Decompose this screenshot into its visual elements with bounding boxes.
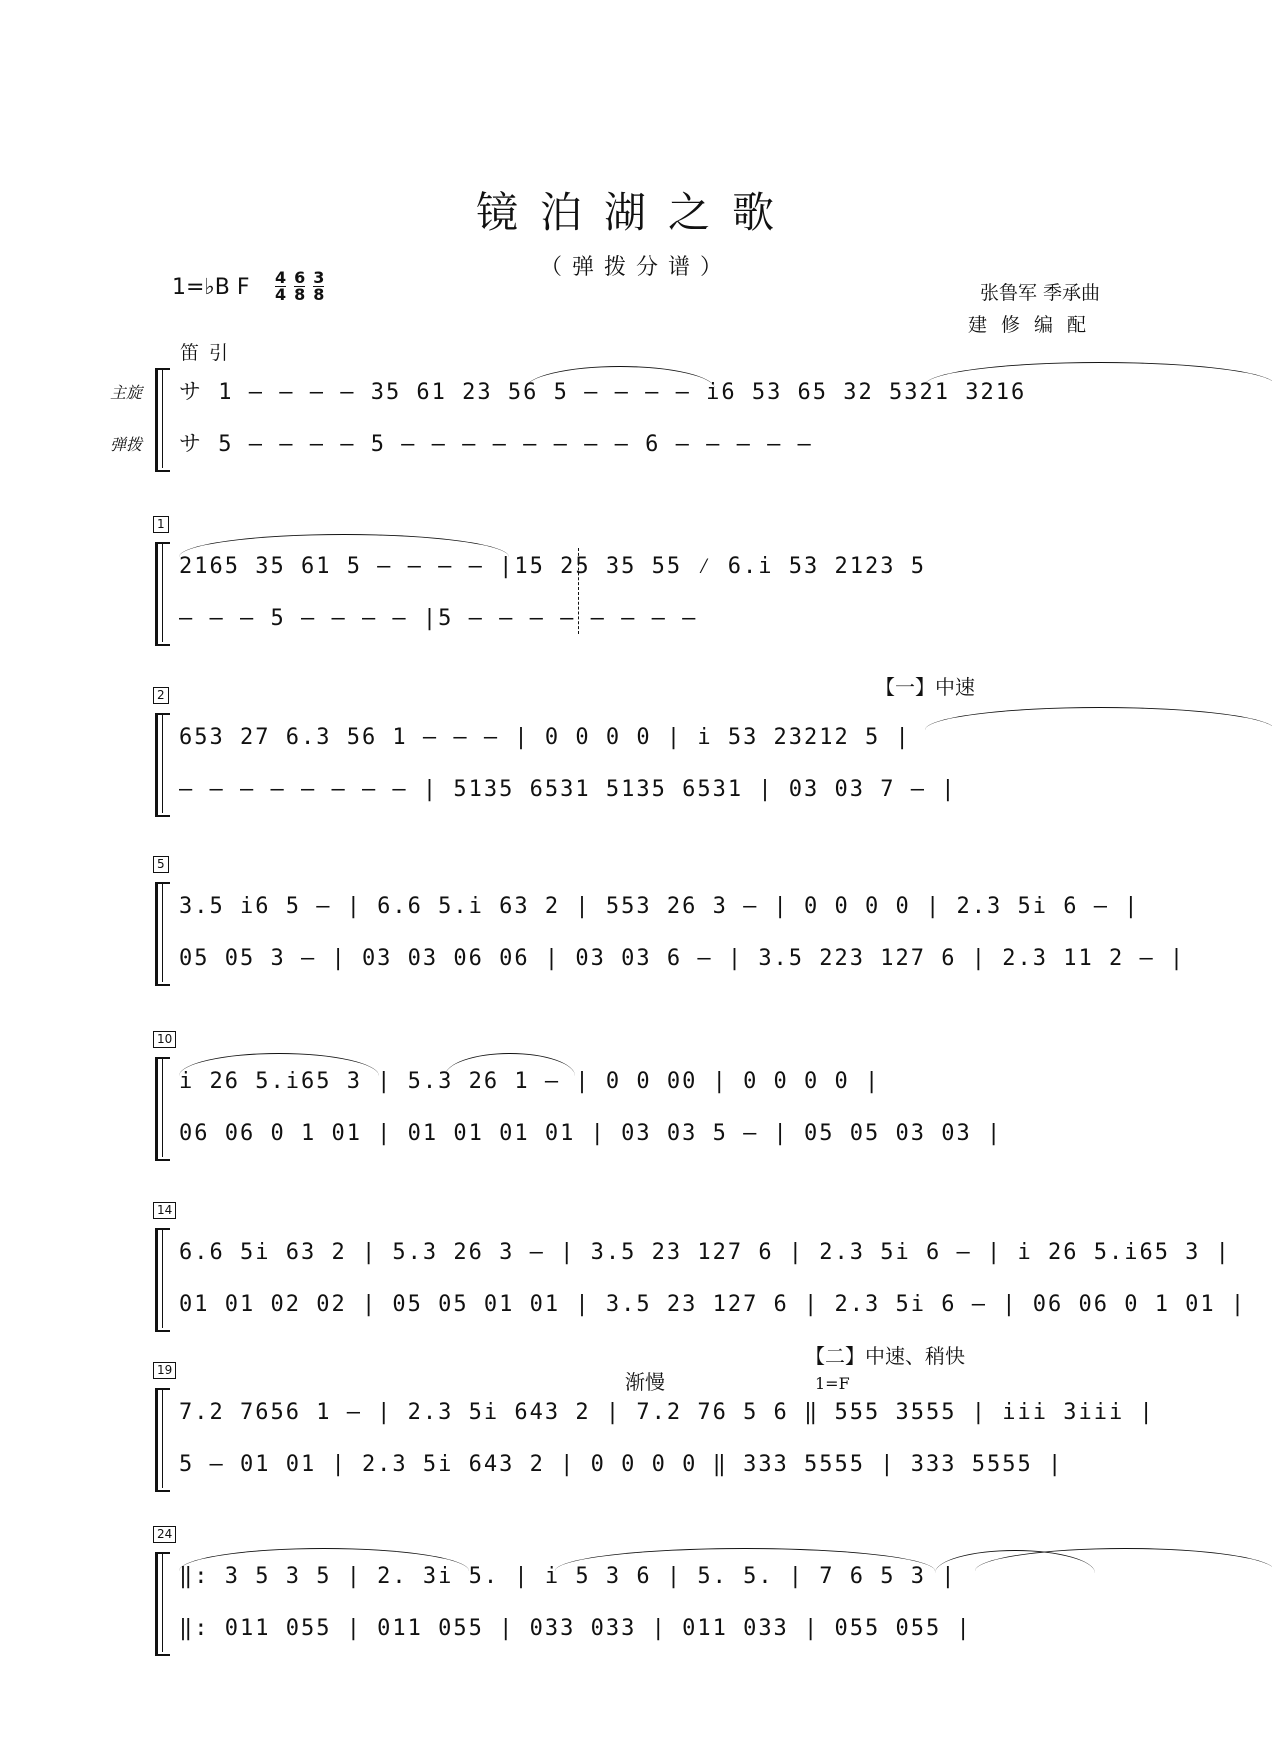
composer: 张鲁军 季承曲 <box>979 282 1100 304</box>
intro-label: 笛引 <box>180 342 239 364</box>
measure-number: 19 <box>153 1362 176 1379</box>
score-system <box>155 368 1127 468</box>
melody-staff: 7.2 7656 1 ‒ | 2.3 5i 643 2 | 7.2 76 5 6 ‖ 555 3555 | iii 3iii | <box>179 1400 1155 1425</box>
measure-number: 2 <box>153 687 169 704</box>
score-system <box>155 675 1127 813</box>
time-signatures <box>275 270 324 303</box>
meter-6-8: $\frac{6}{8}$ <box>294 268 306 304</box>
melody-staff: 6.6 5i 63 2 | 5.3 26 3 ‒ | 3.5 23 127 6 | 2.3 5i 6 ‒ | i 26 5.i65 3 | <box>179 1240 1231 1265</box>
pluck-staff: 05 05 3 ‒ | 03 03 06 06 | 03 03 6 ‒ | 3.5 223 127 6 | 2.3 11 2 ‒ | <box>179 946 1186 971</box>
score-system <box>155 1032 1127 1157</box>
pluck-staff: ‖: 011 055 | 011 055 | 033 033 | 011 033 | 055 055 | <box>179 1616 972 1641</box>
measure-number: 5 <box>153 856 169 873</box>
score-title: 镜泊湖之歌 <box>475 188 796 237</box>
score-system <box>155 857 1186 982</box>
melody-staff: サ 1 ‒ ‒ ‒ ‒ 35 61 23 56 5 ‒ ‒ ‒ ‒ i6 53 65 32 5321 3216 <box>179 380 1027 405</box>
score-system <box>155 1203 1247 1328</box>
melody-staff: 653 27 6.3 56 1 ‒ ‒ ‒ | 0 0 0 0 | i 53 23212 5 | <box>179 725 911 750</box>
melody-staff: ‖: 3 5 3 5 | 2. 3i 5. | i 5 3 6 | 5. 5. | 7 6 5 3 | <box>179 1564 957 1589</box>
tempo-mark: 渐慢 <box>625 1370 665 1394</box>
score-system <box>155 517 1127 642</box>
melody-staff: 2165 35 61 5 ‒ ‒ ‒ ‒ |15 25 35 55 ⁄ 6.i 53 2123 5 <box>179 554 926 579</box>
measure-number: 10 <box>153 1031 176 1048</box>
melody-staff: i 26 5.i65 3 | 5.3 26 1 ‒ | 0 0 00 | 0 0 0 0 | <box>179 1069 881 1094</box>
arranger: 建修编配 <box>967 314 1100 336</box>
score-system <box>155 1527 1127 1652</box>
part-label-melody: 主旋 <box>110 383 143 402</box>
key-signature: 1=♭B F <box>172 275 250 300</box>
section-marker: 【一】中速 <box>875 675 975 699</box>
pluck-staff: 06 06 0 1 01 | 01 01 01 01 | 03 03 5 ‒ | 05 05 03 03 | <box>179 1121 1003 1146</box>
meter-4-4: $\frac{4}{4}$ <box>275 268 287 304</box>
section-marker: 【二】中速、稍快 <box>805 1344 965 1368</box>
meter-3-8: $\frac{3}{8}$ <box>313 268 325 304</box>
score-subtitle: （弹拨分谱） <box>539 255 732 280</box>
pluck-staff: サ 5 ‒ ‒ ‒ ‒ 5 ‒ ‒ ‒ ‒ ‒ ‒ ‒ ‒ 6 ‒ ‒ ‒ ‒ ‒ <box>179 432 813 457</box>
score-system <box>155 1344 1155 1488</box>
part-label-pluck: 弹拨 <box>110 435 143 454</box>
measure-number: 24 <box>153 1526 176 1543</box>
melody-staff: 3.5 i6 5 ‒ | 6.6 5.i 63 2 | 553 26 3 ‒ | 0 0 0 0 | 2.3 5i 6 ‒ | <box>179 894 1140 919</box>
measure-number: 1 <box>153 516 169 533</box>
measure-number: 14 <box>153 1202 176 1219</box>
pluck-staff: ‒ ‒ ‒ 5 ‒ ‒ ‒ ‒ |5 ‒ ‒ ‒ ‒ ‒ ‒ ‒ ‒ <box>179 606 698 631</box>
pluck-staff: 01 01 02 02 | 05 05 01 01 | 3.5 23 127 6 | 2.3 5i 6 ‒ | 06 06 0 1 01 | <box>179 1292 1247 1317</box>
pluck-staff: ‒ ‒ ‒ ‒ ‒ ‒ ‒ ‒ | 5135 6531 5135 6531 | 03 03 7 ‒ | <box>179 777 957 802</box>
pluck-staff: 5 ‒ 01 01 | 2.3 5i 643 2 | 0 0 0 0 ‖ 333 5555 | 333 5555 | <box>179 1452 1064 1477</box>
key-change: 1=F <box>815 1374 850 1393</box>
